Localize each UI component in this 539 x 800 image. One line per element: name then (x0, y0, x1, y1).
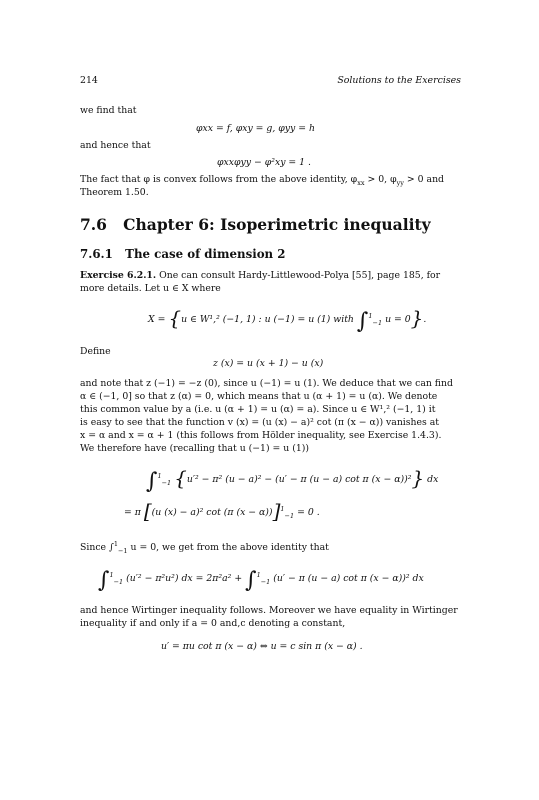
text-and-hence-that: and hence that (80, 140, 151, 151)
text-convexity: The fact that φ is convex follows from the above identity, $\varphi_{xx} > 0$, $\varphi_{yy} > 0$ and (80, 174, 445, 187)
equation-boundary-term: = π [(u (x) − a)² cot (π (x − α))]$^1_{-1}$ = 0 . (124, 499, 320, 523)
text-we-find-that: we find that (80, 105, 137, 116)
text-and-hence-1: and hence Wirtinger inequality follows. Moreover we have equality in Wirtinger (80, 605, 458, 616)
equation-equality-case: u′ = πu cot π (x − α) ⇔ u = c sin π (x − α) . (161, 641, 363, 652)
paragraph-line-1: and note that z (−1) = −z (0), since u (−1) = u (1). We deduce that we can find (80, 378, 453, 389)
text-since: Since ∫$^1_{-1}$ u = 0, we get from the above identity that (80, 539, 329, 555)
paragraph-line-6: We therefore have (recalling that u (−1) = u (1)) (80, 443, 310, 454)
equation-monge-ampere: φxxφyy − φ²xy = 1 . (217, 157, 311, 168)
running-title: Solutions to the Exercises (337, 75, 461, 86)
paragraph-line-3: this common value by a (i.e. u (α + 1) = u (α) = a). Since u ∈ W¹,² (−1, 1) it (80, 404, 436, 415)
text-and-hence-2: inequality if and only if a = 0 and,c denoting a constant, (80, 618, 346, 629)
equation-wirtinger-identity: ∫$^1_{-1}$ (u′² − π²u²) dx = 2π²a² + ∫$^1_{-1}$ (u′ − π (u − a) cot π (x − α))² dx (98, 568, 424, 593)
text-define: Define (80, 346, 111, 357)
section-heading: 7.6 Chapter 6: Isoperimetric inequality (80, 215, 431, 234)
equation-z-definition: z (x) = u (x + 1) − u (x) (213, 358, 324, 369)
equation-set-x: X = {u ∈ W¹,² (−1, 1) : u (−1) = u (1) with ∫$^1_{-1}$ u = 0}. (148, 306, 427, 334)
text-theorem-ref: Theorem 1.50. (80, 187, 149, 198)
page-number: 214 (80, 75, 98, 86)
paragraph-line-4: is easy to see that the function v (x) = (u (x) − a)² cot (π (x − α)) vanishes at (80, 417, 440, 428)
paragraph-line-2: α ∈ (−1, 0] so that z (α) = 0, which means that u (α + 1) = u (α). We denote (80, 391, 438, 402)
equation-phi-derivatives: φxx = f, φxy = g, φyy = h (196, 123, 315, 134)
paragraph-line-5: x = α and x = α + 1 (this follows from Hölder inequality, see Exercise 1.4.3). (80, 430, 442, 441)
subsection-heading: 7.6.1 The case of dimension 2 (80, 247, 286, 261)
equation-integral-identity: ∫$^1_{-1}$ {u′² − π² (u − a)² − (u′ − π (u − a) cot π (x − α))²} dx (146, 466, 439, 494)
exercise-line-1: Exercise 6.2.1. One can consult Hardy-Littlewood-Polya [55], page 185, for (80, 270, 441, 281)
exercise-line-2: more details. Let u ∈ X where (80, 283, 221, 294)
